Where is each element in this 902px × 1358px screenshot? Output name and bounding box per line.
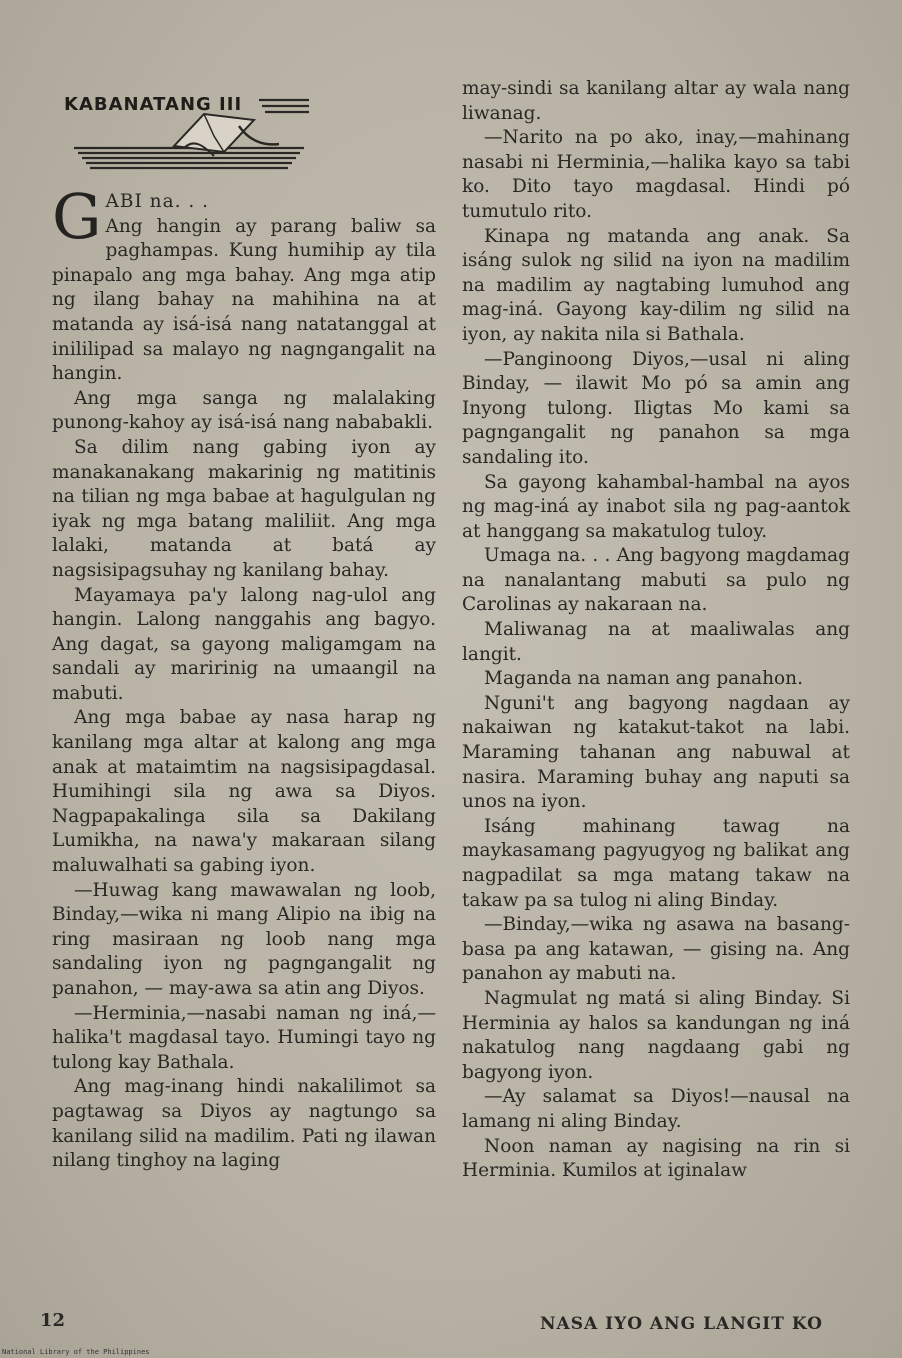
right-paragraph: —Binday,—wika ng asawa na basang-basa pa ang katawan, — gising na. Ang panahon ay mabuti na. — [462, 914, 850, 985]
right-paragraph: Maliwanag na at maaliwalas ang langit. — [462, 619, 850, 665]
right-paragraph: may-sindi sa kanilang altar ay wala nang liwanag. — [462, 78, 850, 124]
library-credit: National Library of the Philippines — [2, 1348, 150, 1356]
left-paragraph: Ang hangin ay parang baliw sa paghampas. Kung humihip ay tila pinapalo ang mga bahay. Ang mga atip ng ilang bahay na mahihina na at matanda ay isá-isá nang natatanggal at inililipad sa malayo ng nagngangalit na hangin. — [52, 215, 436, 385]
left-column — [52, 0, 436, 1174]
right-paragraph: Umaga na. . . Ang bagyong magdamag na nanalantang mabuti sa pulo ng Carolinas ay nakaraan na. — [462, 545, 850, 616]
right-paragraph: Kinapa ng matanda ang anak. Sa isáng sulok ng silid na iyon na madilim na madilim ay nagtabing lumuhod ang mag-iná. Gayong kay-dilim ng silid na iyon, ay nakita nila si Bathala. — [462, 225, 850, 345]
left-paragraph: Ang mga sanga ng malalaking punong-kahoy ay isá-isá nang nababakli. — [52, 387, 436, 434]
right-paragraph: Nguni't ang bagyong nagdaan ay nakaiwan ng katakut-takot na labi. Maraming tahanan ang nabuwal at nasira. Maraming buhay ang naputi sa unos na iyon. — [462, 692, 850, 813]
left-paragraph: Ang mag-inang hindi nakalilimot sa pagtawag sa Diyos ay nagtungo sa kanilang silid na madilim. Pati ng ilawan nilang tinghoy na laging — [52, 1076, 436, 1172]
running-title: NASA IYO ANG LANGIT KO — [540, 1314, 823, 1334]
right-paragraph: Sa gayong kahambal-hambal na ayos ng mag-iná ay inabot sila ng pag-aantok at hanggang sa makatulog tuloy. — [462, 471, 850, 542]
left-paragraph: —Huwag kang mawawalan ng loob, Binday,—wika ni mang Alipio na ibig na ring masiraan ng loob nang mga sandaling iyon ng pagngangalit ng panahon, — may-awa sa atin ang Diyos. — [52, 879, 436, 999]
left-paragraph: Sa dilim nang gabing iyon ay manakanakang makarinig ng matitinis na tilian ng mga babae at hagulgulan ng iyak ng mga batang maliliit. Ang mga lalaki, matanda at batá ay nagsisipagsuhay ng kanilang bahay. — [52, 436, 436, 581]
right-paragraph: —Panginoong Diyos,—usal ni aling Binday, — ilawit Mo pó sa amin ang Inyong tulong. Iligtas Mo kami sa pagngangalit ng panahon sa mga sandaling ito. — [462, 348, 850, 468]
right-paragraph: Maganda na naman ang panahon. — [484, 668, 803, 690]
right-paragraph: Noon naman ay nagising na rin si Herminia. Kumilos at iginalaw — [462, 1135, 850, 1182]
left-paragraph: —Herminia,—nasabi naman ng iná,—halika't magdasal tayo. Humingi tayo ng tulong kay Bathala. — [52, 1002, 436, 1073]
opening-paragraph — [52, 180, 436, 387]
right-paragraph: Nagmulat ng matá si aling Binday. Si Herminia ay halos sa kandungan ng iná nakatulog nang nagdaang gabi ng bagyong iyon. — [462, 987, 850, 1083]
right-paragraph: —Narito na po ako, inay,—mahinang nasabi ni Herminia,—halika kayo sa tabi ko. Dito tayo magdasal. Hindi pó tumutulo rito. — [462, 127, 850, 222]
left-paragraph: Mayamaya pa'y lalong nag-ulol ang hangin. Lalong nanggahis ang bagyo. Ang dagat, sa gayong maligamgam na sandali ay maririnig na umaangil na mabuti. — [52, 584, 436, 704]
right-paragraph: —Ay salamat sa Diyos!—nausal na lamang ni aling Binday. — [462, 1086, 850, 1132]
page-number: 12 — [40, 1310, 66, 1331]
drop-cap: G — [52, 180, 102, 253]
right-column — [462, 77, 850, 1184]
right-paragraph: Isáng mahinang tawag na maykasamang pagyugyog ng balikat ang nagpadilat sa mga matang takaw na takaw pa sa tulog ni aling Binday. — [462, 815, 850, 911]
opening-words: ABI na. . . — [105, 191, 210, 212]
chapter-title: KABANATANG III — [64, 94, 243, 115]
left-paragraph: Ang mga babae ay nasa harap ng kanilang mga altar at kalong ang mga anak at mataimtim na nagsisipagdasal. Humihingi sila ng awa sa Diyos. Nagpapakalinga sila sa Dakilang Lumikha, na nawa'y makaraan silang maluwalhati sa gabing iyon. — [52, 707, 436, 877]
